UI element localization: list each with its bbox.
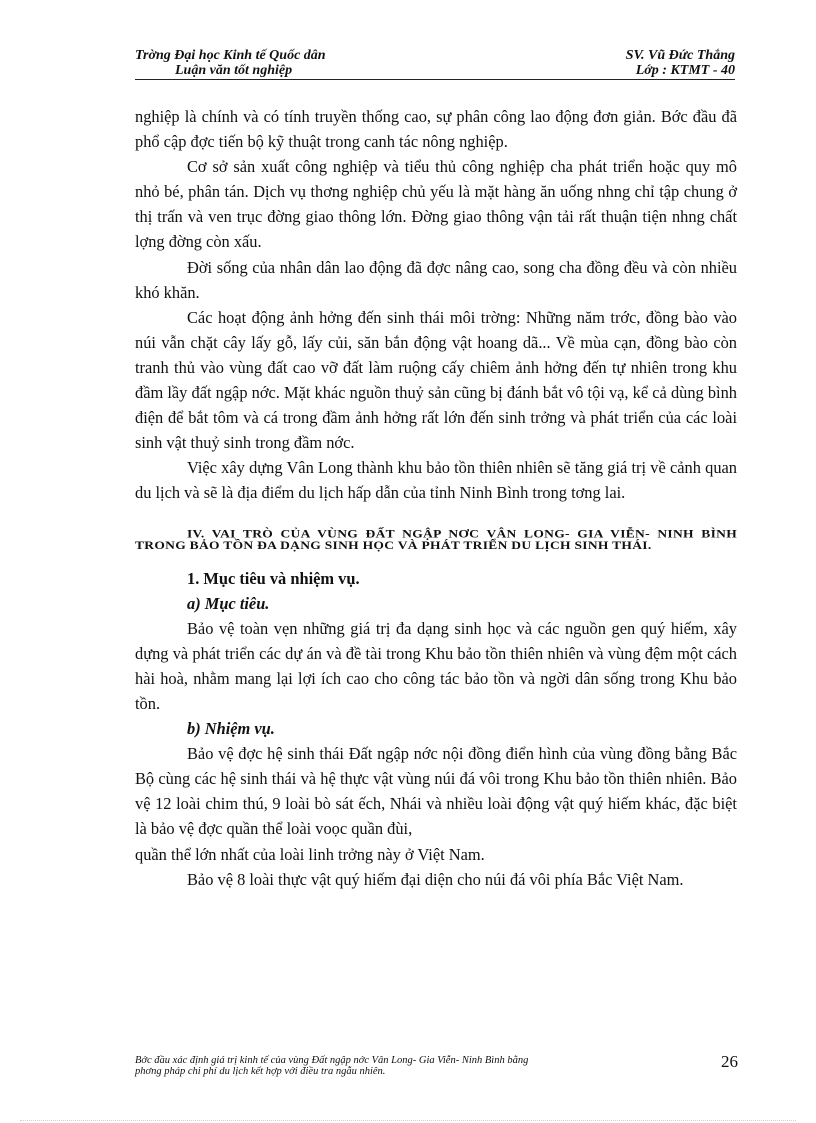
paragraph: Các hoạt động ảnh hởng đến sinh thái môi trờng: Những năm trớc, đồng bào vào núi vẫn chặt cây lấy gỗ, lấy củi, săn bắn động vật hoang dã... Về mùa cạn, đồng bào còn tranh thủ vào vùng đất cao vỡ đất làm ruộng cấy chiêm ảnh hởng đến tự nhiên trong khu đầm lầy đất ngập nớc. Mặt khác nguồn thuỷ sản cũng bị đánh bắt vô tội vạ, kể cả dùng bình điện để bắt tôm và cá trong đầm ảnh hởng rất lớn đến sinh trởng và phát triển của các loài sinh vật thuỷ sinh trong đầm nớc. <box>135 307 737 453</box>
header-rule <box>135 79 735 80</box>
page-footer-note <box>135 1055 655 1077</box>
paragraph: Đời sống của nhân dân lao động đã đợc nâng cao, song cha đồng đều và còn nhiều khó khăn. <box>135 257 737 302</box>
footer-note-line: Bớc đầu xác định giá trị kinh tế của vùng Đất ngập nớc Vân Long- Gia Viễn- Ninh Bình bằng <box>135 1055 529 1066</box>
section-heading: IV. VAI TRÒ CỦA VÙNG ĐẤT NGẬP NƠC VÂN LONG- GIA VIỄN- NINH BÌNH TRONG BẢO TỒN ĐA DẠNG SINH HỌC VÀ PHÁT TRIỂN DU LỊCH SINH THÁI. <box>135 526 737 552</box>
header-thesis: Luận văn tốt nghiệp <box>175 63 293 78</box>
subheading-tasks: b) Nhiệm vụ. <box>187 719 275 739</box>
footer-note-line: phơng pháp chi phí du lịch kết hợp với điều tra ngẫu nhiên. <box>135 1066 386 1077</box>
page-body <box>135 104 737 892</box>
header-school: Trờng Đại học Kinh tế Quốc dân <box>135 48 326 63</box>
paragraph: Bảo vệ đợc hệ sinh thái Đất ngập nớc nội đồng điển hình của vùng đồng bằng Bắc Bộ cùng các hệ sinh thái và hệ thực vật vùng núi đá vôi trong Khu bảo tồn thiên nhiên. Bảo vệ 12 loài chim thú, 9 loài bò sát ếch, Nhái và nhiều loài động vật quý hiếm khác, đặc biệt là bảo vệ đợc quần thể loài voọc quần đùi, <box>135 744 737 839</box>
bottom-divider <box>20 1120 796 1121</box>
page-number: 26 <box>721 1052 738 1071</box>
paragraph: Bảo vệ toàn vẹn những giá trị đa dạng sinh học và các nguồn gen quý hiếm, xây dựng và phát triển các dự án và đề tài trong Khu bảo tồn thiên nhiên và vùng đệm một cách hài hoà, nhằm mang lại lợi ích cao cho công tác bảo tồn và ngời dân sống trong Khu bảo tồn. <box>135 618 737 713</box>
subheading-goals-tasks: 1. Mục tiêu và nhiệm vụ. <box>187 568 360 588</box>
subheading-goals: a) Mục tiêu. <box>187 593 270 613</box>
header-class: Lớp : KTMT - 40 <box>635 63 735 78</box>
paragraph: Việc xây dựng Vân Long thành khu bảo tồn thiên nhiên sẽ tăng giá trị về cảnh quan du lịch và sẽ là địa điểm du lịch hấp dẫn của tỉnh Ninh Bình trong tơng lai. <box>135 458 737 503</box>
paragraph: Cơ sở sản xuất công nghiệp và tiểu thủ công nghiệp cha phát triển hoặc quy mô nhỏ bé, phân tán. Dịch vụ thơng nghiệp chủ yếu là mặt hàng ăn uống nhng chỉ tập chung ở thị trấn và ven trục đờng giao thông lớn. Đờng giao thông vận tải rất thuận tiện nhng chất lợng đờng còn xấu. <box>135 157 737 252</box>
paragraph: nghiệp là chính và có tính truyền thống cao, sự phân công lao động đơn giản. Bớc đầu đã phổ cập đợc tiến bộ kỹ thuật trong canh tác nông nghiệp. <box>135 107 737 152</box>
header-student: SV. Vũ Đức Thắng <box>625 48 735 63</box>
paragraph: quần thể lớn nhất của loài linh trởng này ở Việt Nam. <box>135 844 485 864</box>
paragraph: Bảo vệ 8 loài thực vật quý hiếm đại diện cho núi đá vôi phía Bắc Việt Nam. <box>187 869 684 889</box>
